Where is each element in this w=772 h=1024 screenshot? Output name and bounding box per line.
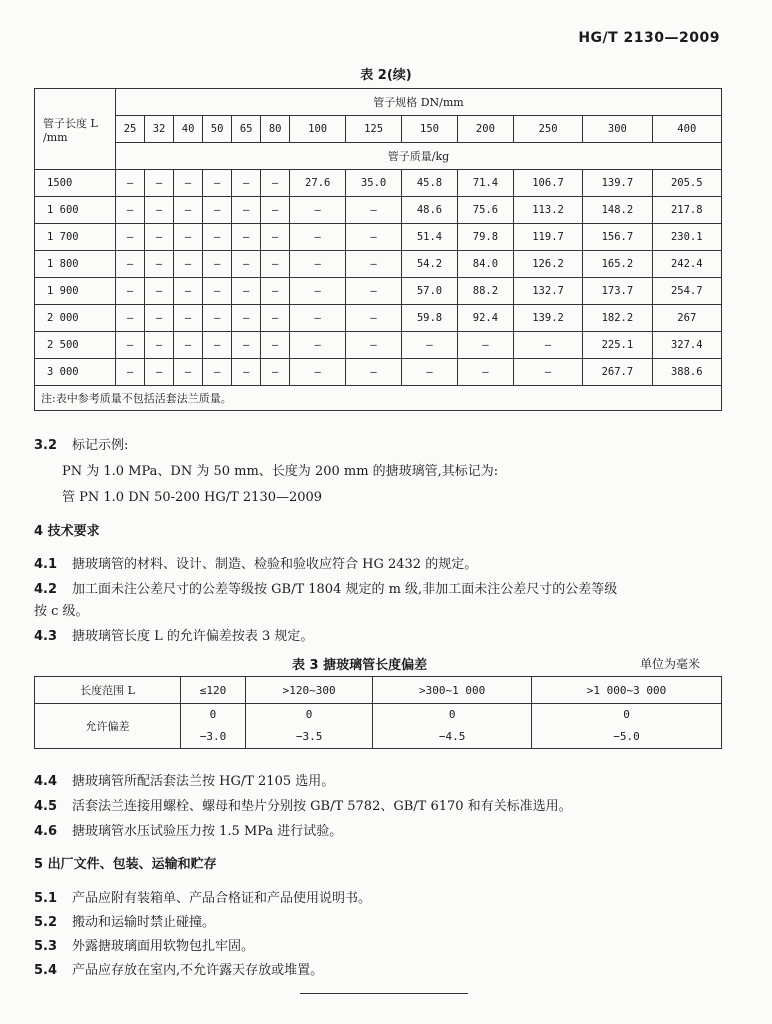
mass-cell: — [174,251,203,278]
mass-cell: 217.8 [652,197,721,224]
mass-cell: 54.2 [402,251,458,278]
mass-cell: — [203,197,232,224]
mass-cell: 267 [652,305,721,332]
mass-cell: 57.0 [402,278,458,305]
mass-cell: — [145,170,174,197]
mass-cell: 388.6 [652,359,721,386]
para-4-2-num: 4.2 [34,582,58,597]
deviation-cell [532,704,722,749]
mass-cell: — [174,278,203,305]
range-label: 长度范围 L [35,677,181,704]
mass-cell: 165.2 [583,251,652,278]
length-cell: 1500 [35,170,116,197]
para-5-2-text: 搬动和运输时禁止碰撞。 [72,915,216,930]
para-4-6 [34,820,342,839]
table3-unit: 单位为毫米 [640,657,701,671]
mass-cell: — [346,359,402,386]
mass-cell: — [261,305,290,332]
mass-cell: 242.4 [652,251,721,278]
mass-cell: 48.6 [402,197,458,224]
para-4-5-text: 活套法兰连接用螺栓、螺母和垫片分别按 GB/T 5782、GB/T 6170 和有关标准选用。 [72,799,572,814]
para-5-3-num: 5.3 [34,939,58,954]
dn-cell: 80 [261,116,290,143]
mass-cell: — [232,332,261,359]
mass-cell: — [290,197,346,224]
mass-cell: 148.2 [583,197,652,224]
mass-cell: — [203,170,232,197]
mass-cell: — [232,251,261,278]
mass-cell: — [261,197,290,224]
table-row [35,332,722,359]
mass-cell: — [232,278,261,305]
table-row [35,305,722,332]
length-header-line1: 管子长度 L [43,116,98,130]
deviation-label: 允许偏差 [35,704,181,749]
table3 [34,676,722,749]
table3-caption: 表 3 搪玻璃管长度偏差 [292,658,428,673]
length-cell: 1 700 [35,224,116,251]
mass-cell: 84.0 [457,251,513,278]
mass-cell: 126.2 [513,251,582,278]
sec-3-2-line1: PN 为 1.0 MPa、DN 为 50 mm、长度为 200 mm 的搪玻璃管,其标记为: [62,464,499,479]
length-header-line2: /mm [43,130,68,144]
mass-cell: 230.1 [652,224,721,251]
dn-cell: 250 [513,116,582,143]
table-row [35,224,722,251]
mass-cell: — [203,305,232,332]
mass-cell: — [513,359,582,386]
range-cell: >300~1 000 [373,677,532,704]
mass-cell: — [116,170,145,197]
length-cell: 2 000 [35,305,116,332]
mass-cell: — [232,359,261,386]
dn-cell: 300 [583,116,652,143]
dn-cell: 400 [652,116,721,143]
table-row [35,251,722,278]
para-4-1-num: 4.1 [34,557,58,572]
mass-cell: 79.8 [457,224,513,251]
upper-value: 0 [305,708,313,721]
table-row [35,170,722,197]
mass-cell: — [145,305,174,332]
lower-value: −3.0 [199,730,227,743]
sec-5-heading: 5 出厂文件、包装、运输和贮存 [34,857,217,872]
mass-cell: — [203,278,232,305]
para-4-3 [34,625,313,644]
mass-cell: — [116,224,145,251]
length-cell: 3 000 [35,359,116,386]
para-5-3 [34,935,254,954]
para-5-1-num: 5.1 [34,891,58,906]
mass-cell: — [402,359,458,386]
sec-4-heading: 4 技术要求 [34,524,100,539]
lower-value: −5.0 [613,730,640,743]
para-5-4 [34,959,323,978]
length-cell: 2 500 [35,332,116,359]
mass-cell: 92.4 [457,305,513,332]
para-4-5 [34,795,572,814]
mass-cell: 75.6 [457,197,513,224]
mass-cell: — [203,251,232,278]
mass-cell: — [346,305,402,332]
mass-cell: — [145,278,174,305]
mass-cell: 267.7 [583,359,652,386]
mass-cell: — [261,170,290,197]
mass-cell: — [290,251,346,278]
para-4-2-cont: 按 c 级。 [34,604,89,619]
mass-cell: — [457,332,513,359]
range-cell: ≤120 [181,677,246,704]
range-cell: >120~300 [245,677,372,704]
table-row [35,197,722,224]
deviation-cell [373,704,532,749]
table2-note: 注:表中参考质量不包括活套法兰质量。 [35,386,722,411]
mass-cell: — [513,332,582,359]
para-5-4-text: 产品应存放在室内,不允许露天存放或堆置。 [72,963,324,978]
mass-cell: — [174,197,203,224]
length-cell: 1 900 [35,278,116,305]
mass-cell: 113.2 [513,197,582,224]
footer-rule [300,993,468,994]
table2-caption: 表 2(续) [360,68,412,83]
para-5-1 [34,887,371,906]
mass-cell: — [145,197,174,224]
mass-cell: — [261,278,290,305]
para-4-3-num: 4.3 [34,629,58,644]
mass-cell: 132.7 [513,278,582,305]
mass-cell: — [174,170,203,197]
mass-cell: 205.5 [652,170,721,197]
mass-cell: 225.1 [583,332,652,359]
mass-cell: 51.4 [402,224,458,251]
mass-cell: — [203,332,232,359]
para-4-1-text: 搪玻璃管的材料、设计、制造、检验和验收应符合 HG 2432 的规定。 [72,557,478,572]
mass-cell: — [346,332,402,359]
mass-cell: — [346,251,402,278]
para-4-5-num: 4.5 [34,799,58,814]
length-header [35,89,116,170]
mass-cell: — [346,197,402,224]
mass-cell: 88.2 [457,278,513,305]
mass-cell: — [116,332,145,359]
mass-cell: — [145,359,174,386]
lower-value: −3.5 [295,730,323,743]
mass-cell: — [116,197,145,224]
deviation-cell [245,704,372,749]
para-4-4-text: 搪玻璃管所配活套法兰按 HG/T 2105 选用。 [72,774,335,789]
upper-value: 0 [209,708,217,721]
mass-header: 管子质量/kg [116,143,722,170]
mass-cell: 27.6 [290,170,346,197]
para-4-6-text: 搪玻璃管水压试验压力按 1.5 MPa 进行试验。 [72,824,343,839]
para-4-4 [34,770,334,789]
deviation-cell [181,704,246,749]
mass-cell: 182.2 [583,305,652,332]
mass-cell: 35.0 [346,170,402,197]
sec-3-2-num: 3.2 [34,438,58,453]
para-4-6-num: 4.6 [34,824,58,839]
mass-cell: — [261,359,290,386]
upper-value: 0 [623,708,630,721]
mass-cell: — [261,332,290,359]
mass-cell: — [232,170,261,197]
spec-header: 管子规格 DN/mm [116,89,722,116]
length-cell: 1 600 [35,197,116,224]
para-4-3-text: 搪玻璃管长度 L 的允许偏差按表 3 规定。 [72,629,314,644]
mass-cell: — [457,359,513,386]
mass-cell: — [290,332,346,359]
mass-cell: — [203,359,232,386]
para-4-2 [34,578,617,597]
para-4-1 [34,553,477,572]
mass-cell: 254.7 [652,278,721,305]
mass-cell: 106.7 [513,170,582,197]
sec-3-2-title: 标记示例: [72,438,129,453]
dn-cell: 50 [203,116,232,143]
mass-cell: 173.7 [583,278,652,305]
mass-cell: — [145,332,174,359]
mass-cell: — [116,278,145,305]
dn-cell: 125 [346,116,402,143]
mass-cell: 139.2 [513,305,582,332]
para-5-4-num: 5.4 [34,963,58,978]
dn-row [35,116,722,143]
mass-cell: — [116,305,145,332]
para-4-4-num: 4.4 [34,774,58,789]
sec-3-2 [34,434,128,453]
upper-value: 0 [448,708,456,721]
sec-3-2-line2: 管 PN 1.0 DN 50-200 HG/T 2130—2009 [62,490,323,505]
mass-cell: — [116,359,145,386]
mass-cell: 71.4 [457,170,513,197]
mass-cell: — [290,224,346,251]
mass-cell: — [261,224,290,251]
mass-cell: — [145,224,174,251]
mass-cell: 45.8 [402,170,458,197]
table-row [35,359,722,386]
para-5-2-num: 5.2 [34,915,58,930]
para-5-3-text: 外露搪玻璃面用软物包扎牢固。 [72,939,255,954]
para-5-1-text: 产品应附有装箱单、产品合格证和产品使用说明书。 [72,891,372,906]
range-cell: >1 000~3 000 [532,677,722,704]
mass-cell: — [346,278,402,305]
mass-cell: — [402,332,458,359]
table2 [34,88,722,411]
dn-cell: 40 [174,116,203,143]
mass-cell: — [346,224,402,251]
para-5-2 [34,911,215,930]
mass-cell: — [290,305,346,332]
mass-cell: — [145,251,174,278]
mass-cell: 156.7 [583,224,652,251]
lower-value: −4.5 [438,730,466,743]
mass-cell: 119.7 [513,224,582,251]
dn-cell: 25 [116,116,145,143]
dn-cell: 150 [402,116,458,143]
mass-cell: — [203,224,232,251]
mass-cell: — [232,305,261,332]
mass-cell: — [174,224,203,251]
document-code: HG/T 2130—2009 [578,30,720,46]
dn-cell: 32 [145,116,174,143]
mass-cell: — [174,359,203,386]
dn-cell: 100 [290,116,346,143]
mass-cell: 59.8 [402,305,458,332]
length-cell: 1 800 [35,251,116,278]
mass-cell: 139.7 [583,170,652,197]
dn-cell: 65 [232,116,261,143]
table-row [35,278,722,305]
para-4-2-text: 加工面未注公差尺寸的公差等级按 GB/T 1804 规定的 m 级,非加工面未注公差尺寸的公差等级 [72,582,618,597]
mass-cell: — [232,224,261,251]
mass-cell: — [232,197,261,224]
dn-cell: 200 [457,116,513,143]
mass-cell: 327.4 [652,332,721,359]
mass-cell: — [174,305,203,332]
mass-cell: — [290,359,346,386]
mass-cell: — [290,278,346,305]
mass-cell: — [116,251,145,278]
mass-cell: — [174,332,203,359]
mass-cell: — [261,251,290,278]
